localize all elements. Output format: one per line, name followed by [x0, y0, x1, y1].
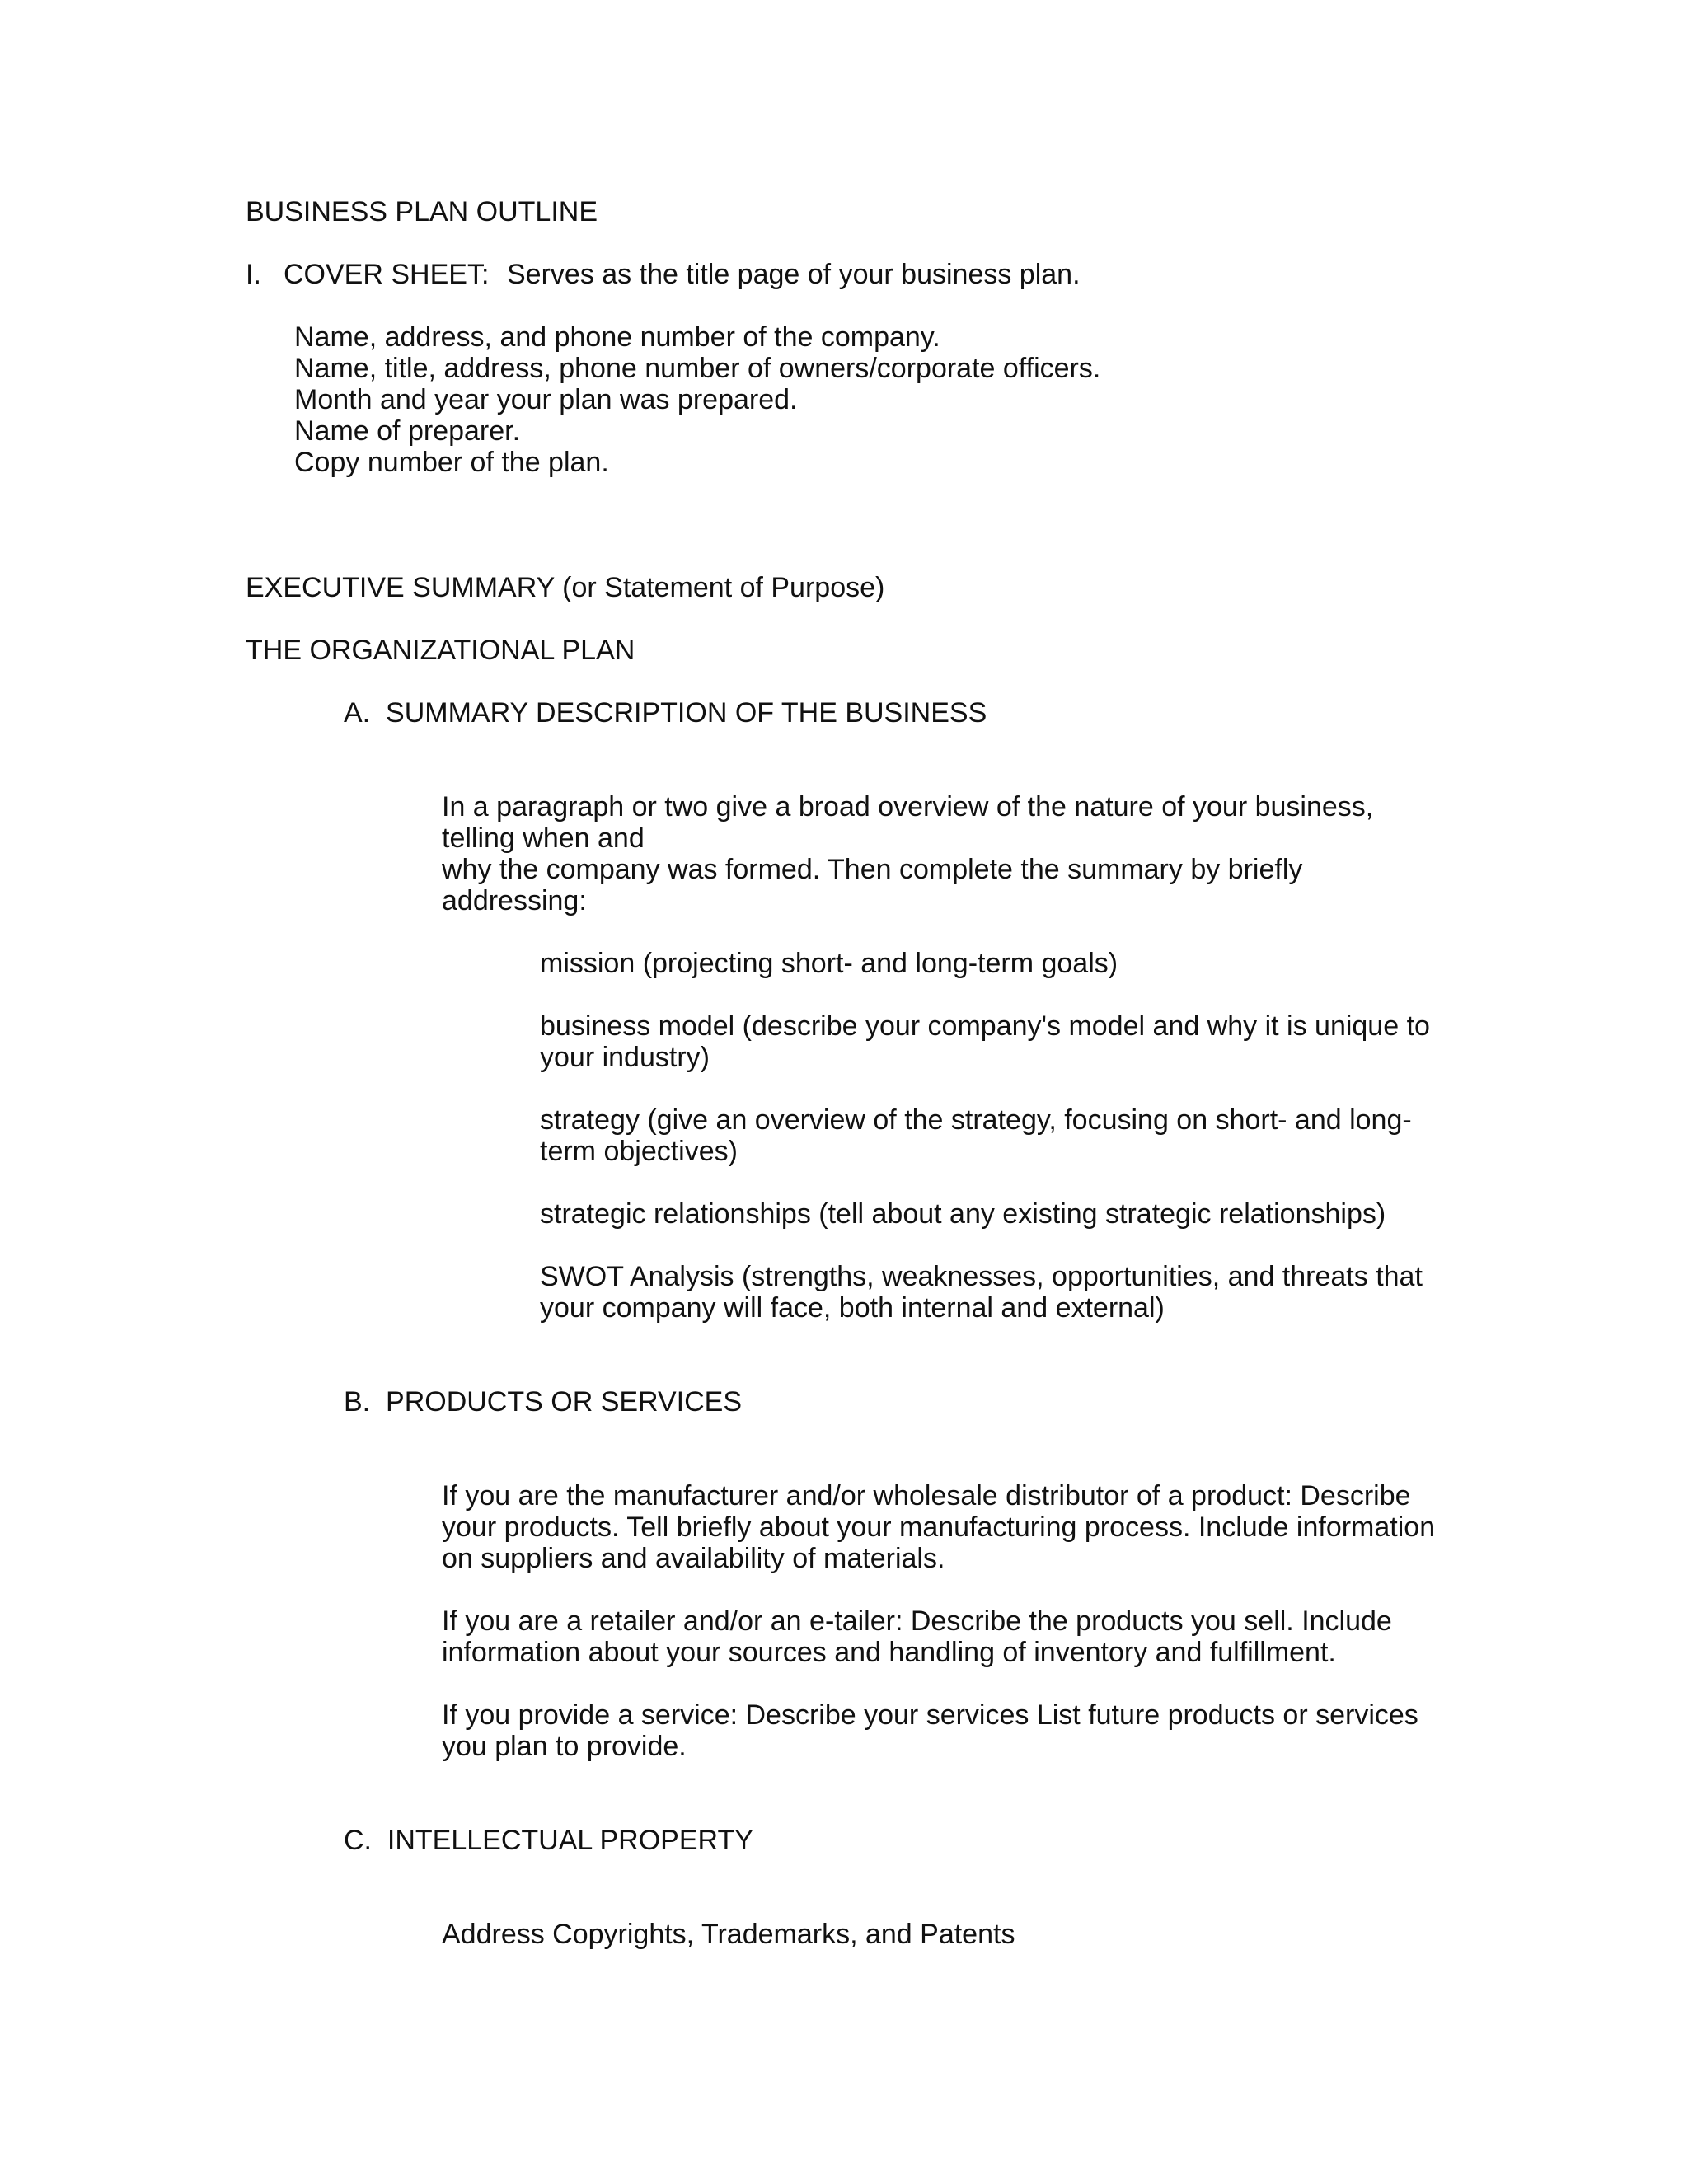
cover-sheet-item-list [294, 321, 1100, 478]
section-a-item-business-model [540, 1010, 1430, 1073]
cover-sheet-item: Name of preparer. [294, 415, 521, 447]
section-a-item-mission [540, 948, 1118, 979]
cover-sheet-description: Serves as the title page of your business plan. [507, 259, 1081, 290]
section-b-paragraph-service [442, 1699, 1418, 1762]
section-a-item-line: mission (projecting short- and long-term goals) [540, 948, 1118, 979]
section-b-paragraph-retailer [442, 1605, 1392, 1668]
section-b-line: on suppliers and availability of materials. [442, 1543, 945, 1574]
cover-sheet-item: Name, address, and phone number of the company. [294, 321, 940, 353]
document-title: BUSINESS PLAN OUTLINE [246, 196, 598, 227]
section-a-heading: A. SUMMARY DESCRIPTION OF THE BUSINESS [344, 697, 987, 729]
section-a-item-line: your industry) [540, 1042, 710, 1073]
section-b-line: information about your sources and handling of inventory and fulfillment. [442, 1637, 1336, 1668]
executive-summary-heading: EXECUTIVE SUMMARY (or Statement of Purpose) [246, 572, 885, 603]
section-a-item-line: strategic relationships (tell about any existing strategic relationships) [540, 1198, 1386, 1230]
section-c-heading: C. INTELLECTUAL PROPERTY [344, 1825, 753, 1856]
section-b-line: If you provide a service: Describe your services List future products or services [442, 1699, 1418, 1731]
section-b-line: If you are the manufacturer and/or wholesale distributor of a product: Describe [442, 1480, 1411, 1511]
section-b-heading: B. PRODUCTS OR SERVICES [344, 1386, 743, 1418]
section-a-intro-line: In a paragraph or two give a broad overview of the nature of your business, [442, 791, 1374, 823]
cover-sheet-item: Month and year your plan was prepared. [294, 384, 798, 415]
organizational-plan-heading: THE ORGANIZATIONAL PLAN [246, 635, 635, 666]
section-a-intro-line: why the company was formed. Then complete the summary by briefly [442, 854, 1303, 885]
section-a-item-line: business model (describe your company's model and why it is unique to [540, 1010, 1430, 1042]
cover-sheet-item: Name, title, address, phone number of owners/corporate officers. [294, 353, 1101, 384]
cover-sheet-item: Copy number of the plan. [294, 447, 609, 478]
section-a-item-line: strategy (give an overview of the strategy, focusing on short- and long- [540, 1104, 1412, 1136]
section-b-line: your products. Tell briefly about your manufacturing process. Include information [442, 1511, 1436, 1543]
section-a-item-line: term objectives) [540, 1136, 738, 1167]
section-a-item-strategic-relationships [540, 1198, 1386, 1230]
section-b-line: you plan to provide. [442, 1731, 687, 1762]
section-a-item-line: SWOT Analysis (strengths, weaknesses, opportunities, and threats that [540, 1261, 1423, 1292]
section-b-line: If you are a retailer and/or an e-tailer: Describe the products you sell. Include [442, 1605, 1392, 1637]
section-c-text: Address Copyrights, Trademarks, and Patents [442, 1919, 1015, 1950]
section-a-intro [442, 791, 1373, 916]
section-a-item-strategy [540, 1104, 1412, 1167]
cover-sheet-heading: COVER SHEET: [284, 259, 490, 290]
section-b-paragraph-manufacturer [442, 1480, 1435, 1574]
section-a-item-swot [540, 1261, 1423, 1324]
section-a-intro-line: addressing: [442, 885, 587, 916]
section-a-item-line: your company will face, both internal and external) [540, 1292, 1165, 1324]
section-a-intro-line: telling when and [442, 823, 645, 854]
cover-sheet-numeral: I. [246, 259, 261, 290]
